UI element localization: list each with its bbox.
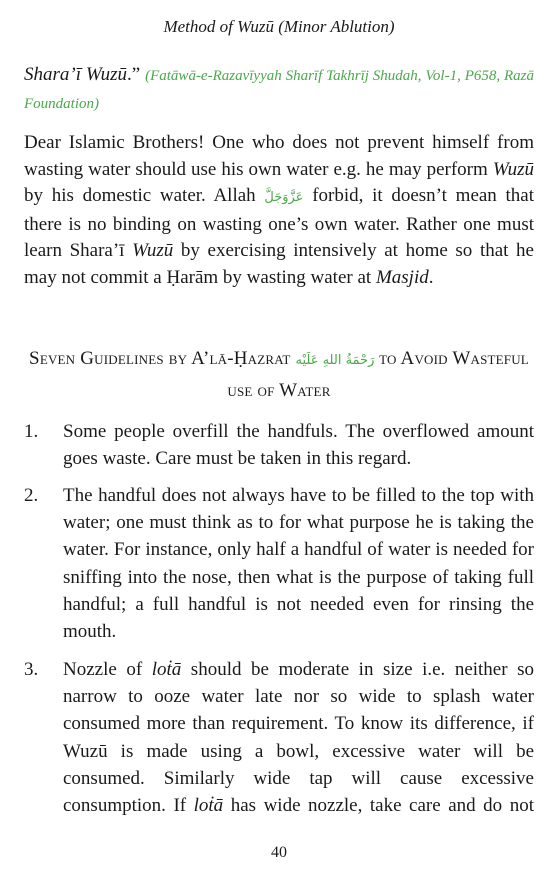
- list-number: 1.: [24, 421, 39, 442]
- term: Shara’ī Wuzū: [24, 64, 128, 85]
- arabic-honorific: عَزَّوَجَلَّ: [264, 190, 304, 205]
- page-number: 40: [271, 844, 287, 861]
- citation: (Fatāwā-e-Razavīyyah Sharīf Takhrīj Shudah, Vol-1, P658, Razā Foundation): [24, 68, 534, 112]
- list-item: [24, 482, 534, 645]
- list-item: [24, 418, 534, 472]
- list-number: 3.: [24, 659, 39, 680]
- list-item: [24, 656, 534, 819]
- arabic-honorific: رَحْمَةُ اللهِ عَلَيْه: [295, 353, 375, 368]
- section-heading: Seven Guidelines by A’lā-Ḥazrat رَحْمَةُ اللهِ عَلَيْه to Avoid Wasteful use of Water: [29, 348, 529, 401]
- quote-tail: Shara’ī Wuzū.” (Fatāwā-e-Razavīyyah Sharīf Takhrīj Shudah, Vol-1, P658, Razā Foundation): [24, 64, 534, 112]
- list-text: Nozzle of loṫā should be moderate in size i.e. neither so narrow to ooze water late nor so wide to splash water consumed more than requirement. To know its difference, if Wuzū is made using a bowl, excessive water will be consumed. Similarly wide tap will cause excessive consumption. If loṫā has wide nozzle, take care and do not: [63, 659, 534, 817]
- list-text: The handful does not always have to be filled to the top with water; one must think as to for what purpose he is taking the water. For instance, only half a handful of water is needed for sniffing into the nose, then what is the purpose of taking full handful; a full handful is not needed even for rinsing the mouth.: [63, 485, 534, 643]
- running-head: Method of Wuzū (Minor Ablution): [163, 17, 395, 36]
- paragraph-1: Dear Islamic Brothers! One who does not prevent himself from wasting water should use his own water e.g. he may perform Wuzū by his domestic water. Allah عَزَّوَجَلَّ forbid, it doesn’t mean that there is no binding on wasting one’s own water. Rather one must learn Shara’ī Wuzū by exercising intensively at home so that he may not commit a Ḥarām by wasting water at Masjid.: [24, 132, 535, 288]
- list-text: Some people overfill the handfuls. The overflowed amount goes waste. Care must be taken in this regard.: [63, 421, 534, 470]
- list-number: 2.: [24, 485, 39, 506]
